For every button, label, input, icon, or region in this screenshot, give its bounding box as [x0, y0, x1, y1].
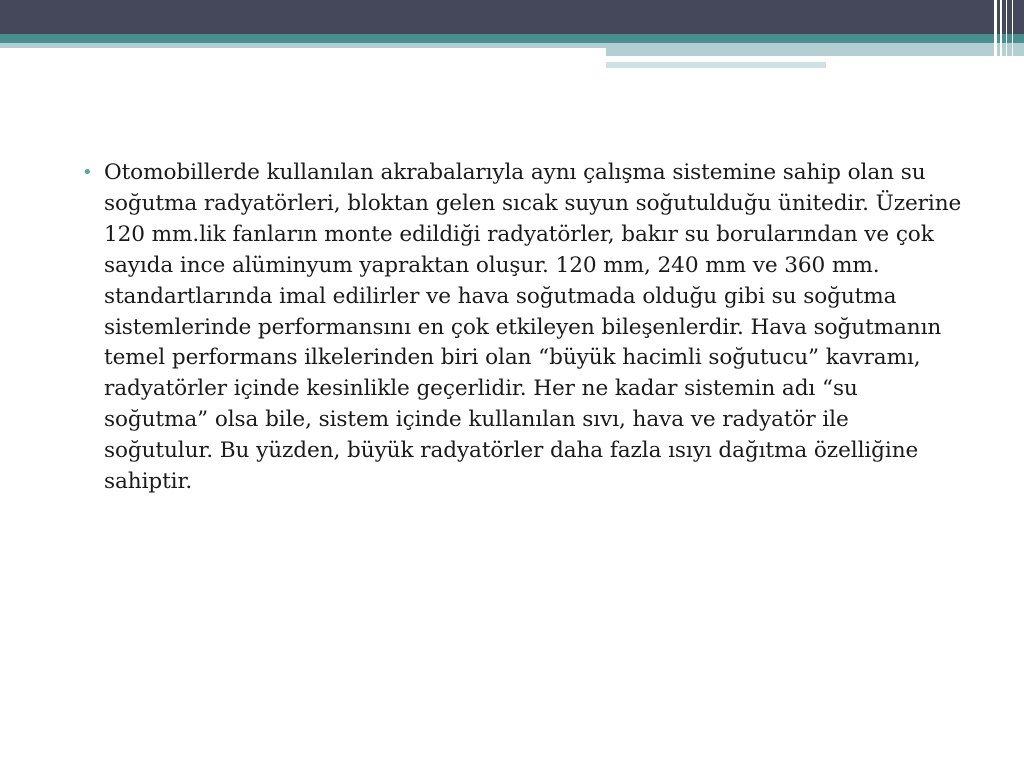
header-thin-line — [606, 56, 948, 58]
header-lower-band — [606, 62, 826, 68]
header-vertical-line — [994, 0, 997, 68]
bullet-marker: • — [82, 162, 93, 183]
header-dark-band — [0, 0, 1024, 34]
header-vertical-line — [1006, 0, 1007, 68]
header-vertical-line — [1012, 0, 1013, 68]
header-light-band-right — [606, 43, 1024, 56]
header-light-band-left — [0, 43, 606, 48]
bullet-text: Otomobillerde kullanılan akrabalarıyla aynı çalışma sistemine sahip olan su soğutma radyatörleri, bloktan gelen sıcak suyun soğutulduğu ünitedir. Üzerine 120 mm.lik fanların monte edildiği radyatörler, bakır su borularından ve çok sayıda ince alüminyum yapraktan oluşur. 120 mm, 240 mm ve 360 mm. standartlarında imal edilirler ve hava soğutmada olduğu gibi su soğutma sistemlerinde performansını en çok etkileyen bileşenlerdir. Hava soğutmanın temel performans ilkelerinden biri olan “büyük hacimli soğutucu” kavramı, radyatörler içinde kesinlikle geçerlidir. Her ne kadar sistemin adı “su soğutma” olsa bile, sistem içinde kullanılan sıvı, hava ve radyatör ile soğutulur. Bu yüzden, büyük radyatörler daha fazla ısıyı dağıtma özelliğine sahiptir. — [104, 160, 962, 495]
header-teal-band — [0, 34, 1024, 43]
bullet-item — [80, 158, 970, 498]
header-vertical-line — [1000, 0, 1002, 68]
slide-body — [80, 158, 970, 498]
